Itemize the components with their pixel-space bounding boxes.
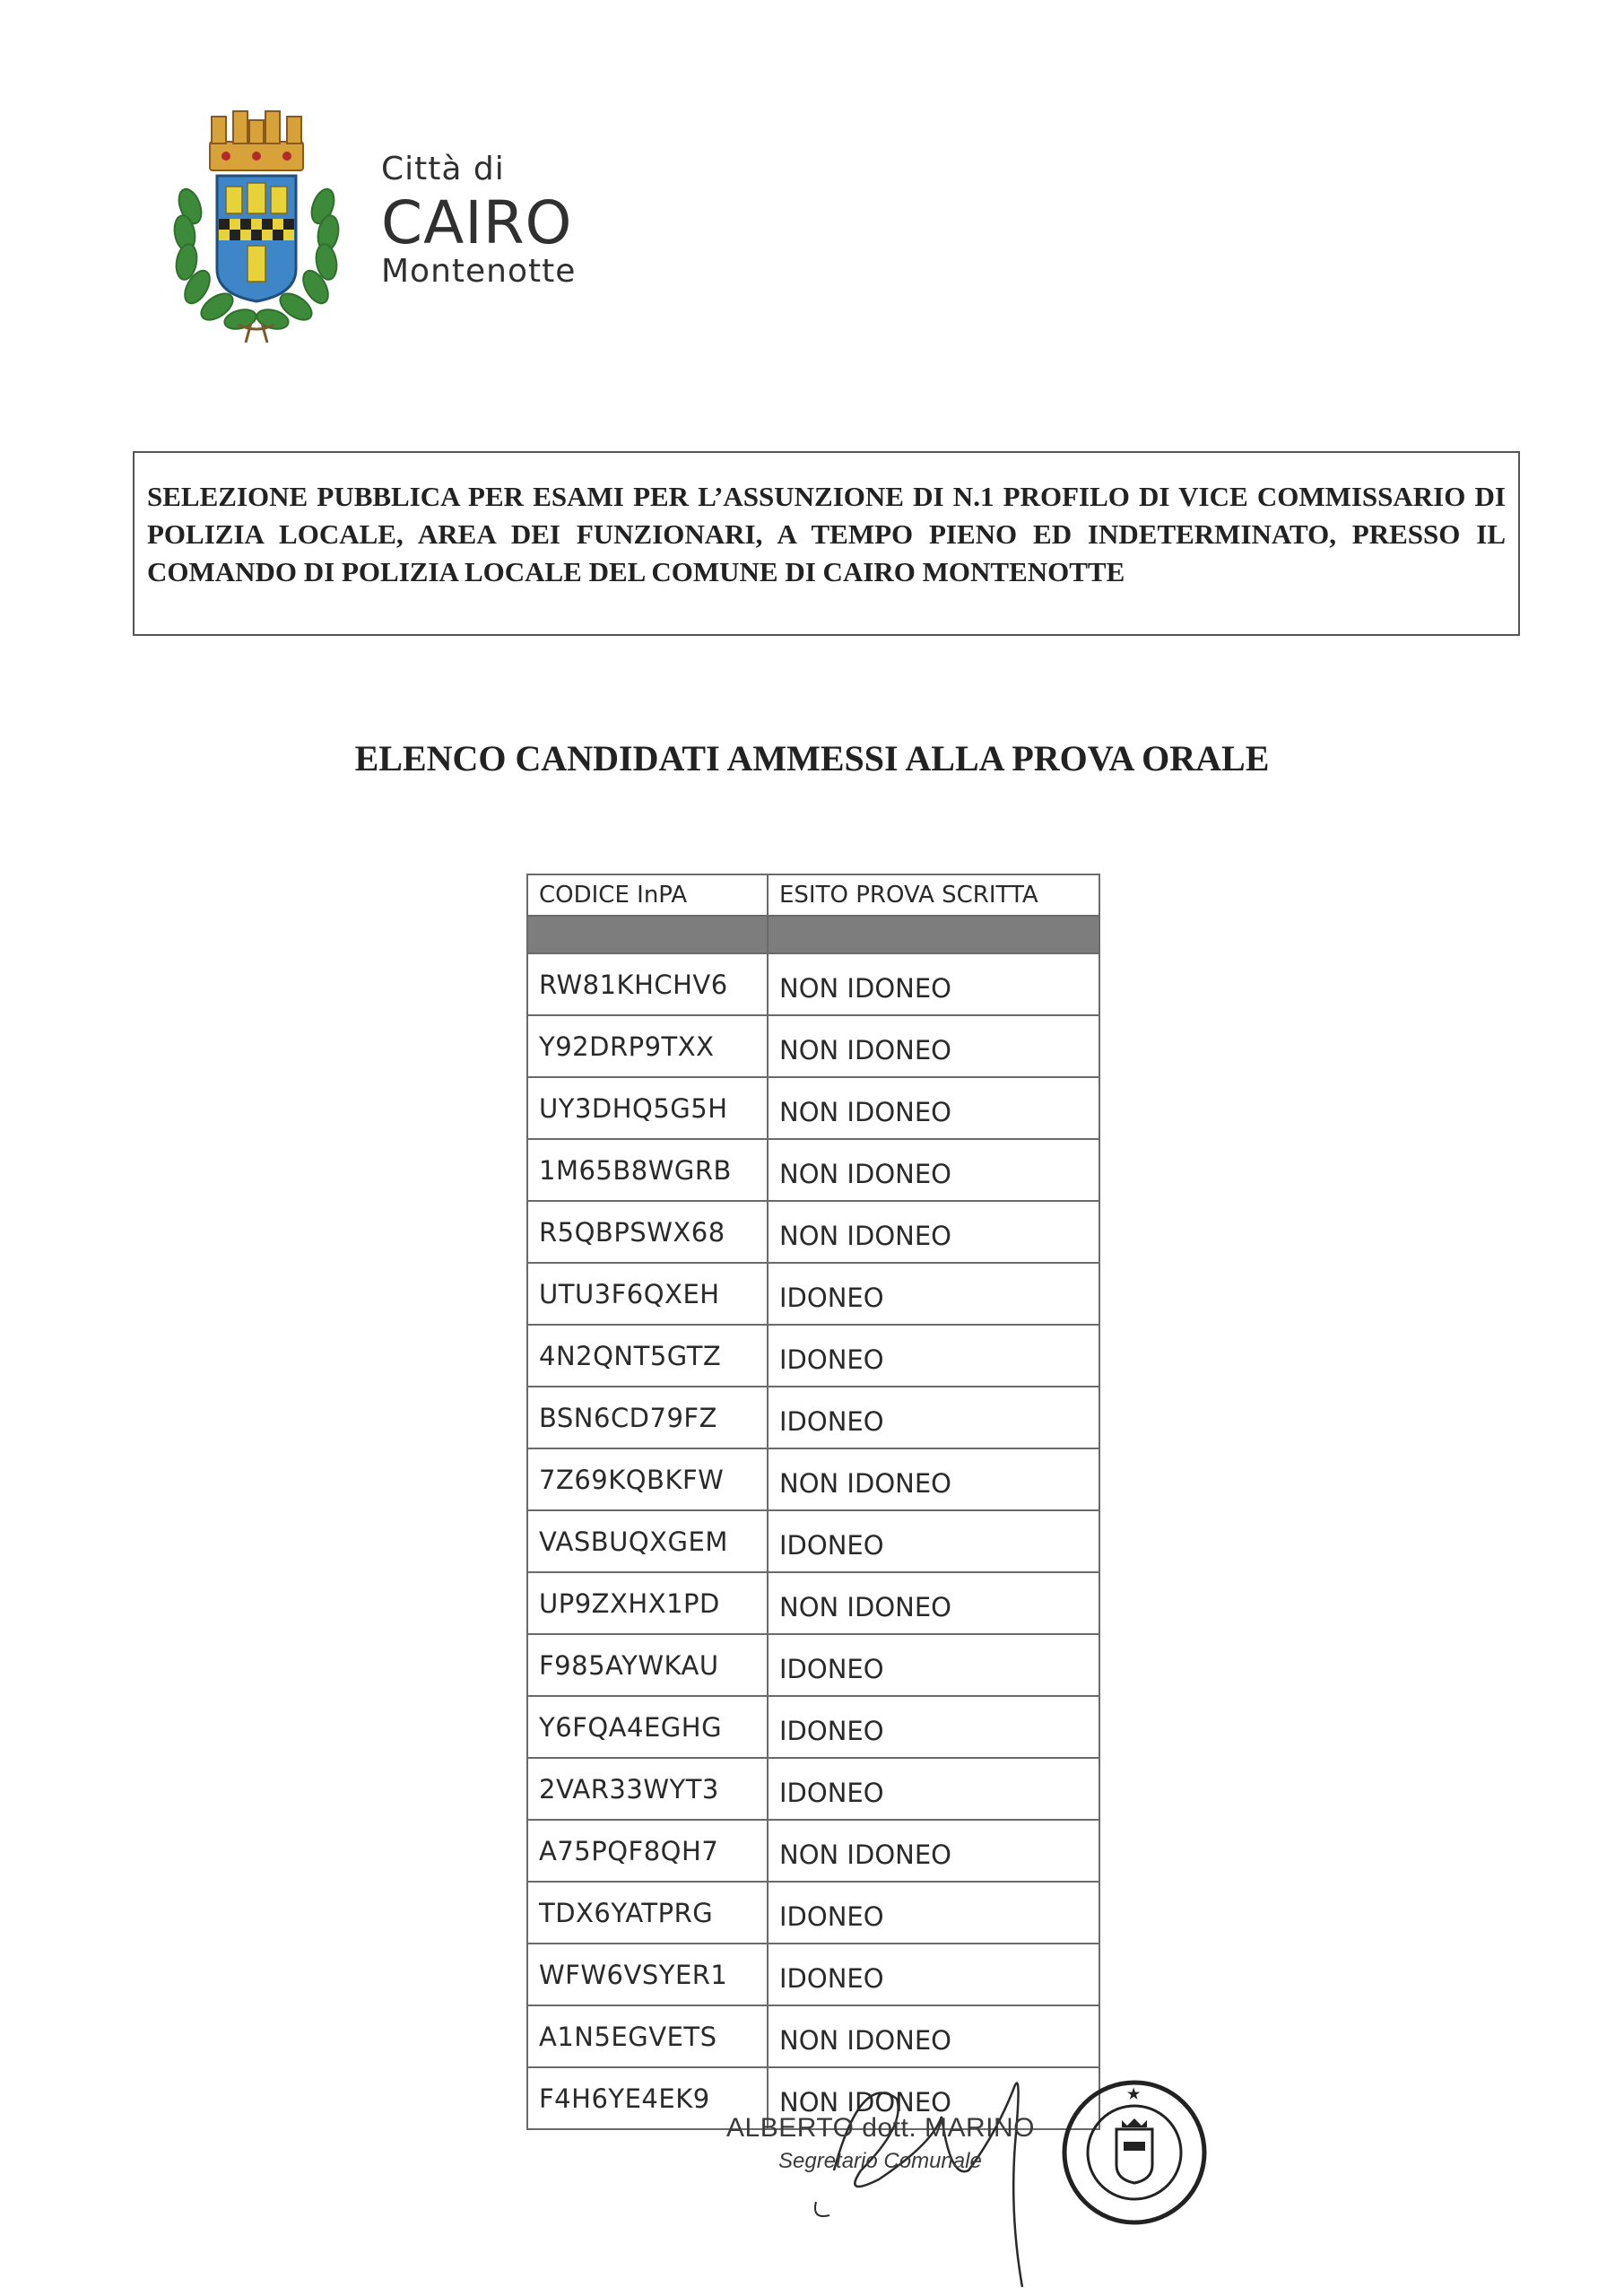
written-test-result: IDONEO bbox=[768, 1944, 1099, 2005]
table-row bbox=[527, 1387, 1099, 1448]
candidate-code: R5QBPSWX68 bbox=[527, 1201, 768, 1263]
written-test-result: NON IDONEO bbox=[768, 2067, 1099, 2129]
candidate-code: 2VAR33WYT3 bbox=[527, 1758, 768, 1820]
signatory-role: Segretario Comunale bbox=[778, 2149, 982, 2173]
written-test-result: NON IDONEO bbox=[768, 953, 1099, 1015]
written-test-result: NON IDONEO bbox=[768, 1201, 1099, 1263]
city-logo bbox=[152, 99, 619, 350]
table-separator-row bbox=[527, 916, 1099, 953]
candidate-code: Y92DRP9TXX bbox=[527, 1015, 768, 1077]
logo-city-label: Città di bbox=[381, 151, 505, 187]
candidate-code: Y6FQA4EGHG bbox=[527, 1696, 768, 1758]
candidate-code: 7Z69KQBKFW bbox=[527, 1448, 768, 1510]
written-test-result: IDONEO bbox=[768, 1696, 1099, 1758]
table-row bbox=[527, 1944, 1099, 2005]
written-test-result: IDONEO bbox=[768, 1634, 1099, 1696]
selection-title: SELEZIONE PUBBLICA PER ESAMI PER L’ASSUNZIONE DI N.1 PROFILO DI VICE COMMISSARIO DI POLIZIA LOCALE, AREA DEI FUNZIONARI, A TEMPO PIENO ED INDETERMINATO, PRESSO IL COMANDO DI POLIZIA LOCALE DEL COMUNE DI CAIRO MONTENOTTE bbox=[147, 481, 1506, 587]
written-test-result: NON IDONEO bbox=[768, 2005, 1099, 2067]
table-row bbox=[527, 1201, 1099, 1263]
written-test-result: NON IDONEO bbox=[768, 1448, 1099, 1510]
column-header-esito: ESITO PROVA SCRITTA bbox=[768, 874, 1099, 916]
table-row bbox=[527, 1077, 1099, 1139]
signature-block bbox=[726, 2036, 1229, 2296]
candidate-code: WFW6VSYER1 bbox=[527, 1944, 768, 2005]
written-test-result: NON IDONEO bbox=[768, 1572, 1099, 1634]
table-row bbox=[527, 1696, 1099, 1758]
written-test-result: NON IDONEO bbox=[768, 1139, 1099, 1201]
written-test-result: IDONEO bbox=[768, 1325, 1099, 1387]
table-row bbox=[527, 1448, 1099, 1510]
written-test-result: IDONEO bbox=[768, 1882, 1099, 1944]
candidate-code: UTU3F6QXEH bbox=[527, 1263, 768, 1325]
table-row bbox=[527, 1634, 1099, 1696]
written-test-result: IDONEO bbox=[768, 1263, 1099, 1325]
candidate-code: TDX6YATPRG bbox=[527, 1882, 768, 1944]
written-test-result: IDONEO bbox=[768, 1387, 1099, 1448]
candidate-code: 1M65B8WGRB bbox=[527, 1139, 768, 1201]
candidate-code: F985AYWKAU bbox=[527, 1634, 768, 1696]
selection-title-box bbox=[133, 451, 1520, 636]
coat-of-arms-icon bbox=[152, 99, 377, 350]
written-test-result: NON IDONEO bbox=[768, 1015, 1099, 1077]
candidate-code: UY3DHQ5G5H bbox=[527, 1077, 768, 1139]
logo-city-subname: Montenotte bbox=[381, 253, 577, 290]
list-heading: ELENCO CANDIDATI AMMESSI ALLA PROVA ORALE bbox=[354, 738, 1270, 778]
separator-cell bbox=[527, 916, 768, 953]
table-row bbox=[527, 1820, 1099, 1882]
table-row bbox=[527, 1758, 1099, 1820]
separator-cell bbox=[768, 916, 1099, 953]
candidates-table bbox=[526, 874, 1100, 2130]
table-row bbox=[527, 1139, 1099, 1201]
svg-text:★: ★ bbox=[1127, 2087, 1141, 2102]
signatory-name: ALBERTO dott. MARINO bbox=[726, 2113, 1035, 2143]
candidate-code: 4N2QNT5GTZ bbox=[527, 1325, 768, 1387]
logo-city-name: CAIRO bbox=[381, 188, 573, 257]
table-row bbox=[527, 1015, 1099, 1077]
table-row bbox=[527, 1882, 1099, 1944]
column-header-code: CODICE InPA bbox=[527, 874, 768, 916]
table-row bbox=[527, 953, 1099, 1015]
table-row bbox=[527, 1572, 1099, 1634]
written-test-result: IDONEO bbox=[768, 1758, 1099, 1820]
candidate-code: BSN6CD79FZ bbox=[527, 1387, 768, 1448]
table-row bbox=[527, 1325, 1099, 1387]
candidate-code: UP9ZXHX1PD bbox=[527, 1572, 768, 1634]
written-test-result: IDONEO bbox=[768, 1510, 1099, 1572]
candidate-code: VASBUQXGEM bbox=[527, 1510, 768, 1572]
table-row bbox=[527, 1263, 1099, 1325]
table-header-row bbox=[527, 874, 1099, 916]
written-test-result: NON IDONEO bbox=[768, 1077, 1099, 1139]
table-row bbox=[527, 1510, 1099, 1572]
candidate-code: F4H6YE4EK9 bbox=[527, 2067, 768, 2129]
written-test-result: NON IDONEO bbox=[768, 1820, 1099, 1882]
candidate-code: A75PQF8QH7 bbox=[527, 1820, 768, 1882]
candidate-code: A1N5EGVETS bbox=[527, 2005, 768, 2067]
candidate-code: RW81KHCHV6 bbox=[527, 953, 768, 1015]
